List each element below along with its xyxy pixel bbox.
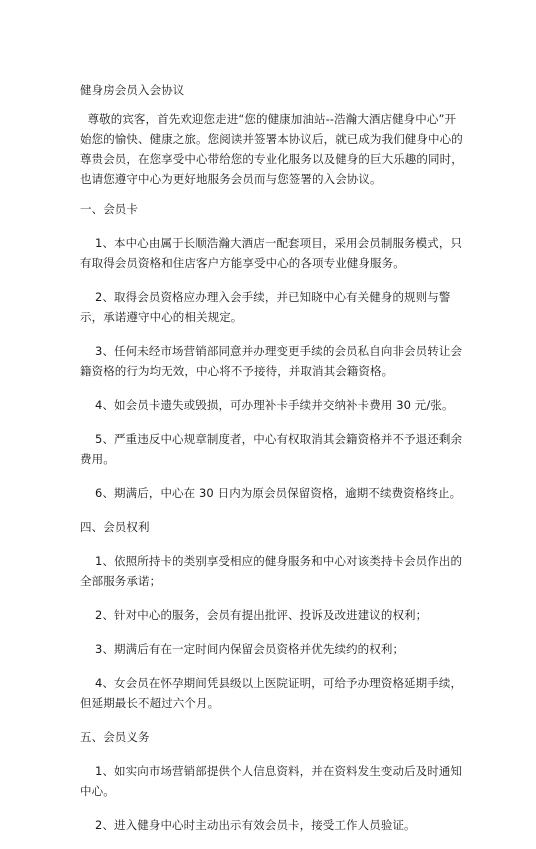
- section-member-obligations: [80, 727, 464, 835]
- list-item: 1、依照所持卡的类别享受相应的健身服务和中心对该类持卡会员作出的全部服务承诺；: [80, 554, 463, 588]
- section-membership-card: [80, 199, 464, 503]
- list-item: 1、如实向市场营销部提供个人信息资料，并在资料发生变动后及时通知中心。: [80, 764, 463, 798]
- list-item: 2、进入健身中心时主动出示有效会员卡，接受工作人员验证。: [80, 818, 416, 832]
- list-item: 1、本中心由属于长顺浩瀚大酒店一配套项目，采用会员制服务模式，只有取得会员资格和住店客户方能享受中心的各项专业健身服务。: [80, 236, 463, 270]
- section-heading: 四、会员权利: [80, 520, 150, 534]
- list-item: 4、女会员在怀孕期间凭县级以上医院证明，可给予办理资格延期手续，但延期最长不超过六个月。: [80, 676, 463, 710]
- list-item: 2、取得会员资格应办理入会手续，并已知晓中心有关健身的规则与警示，承诺遵守中心的相关规定。: [80, 290, 451, 324]
- list-item: 3、期满后有在一定时间内保留会员资格并优先续约的权利；: [80, 642, 405, 656]
- section-member-rights: [80, 517, 464, 713]
- section-heading: 五、会员义务: [80, 730, 150, 744]
- list-item: 2、针对中心的服务，会员有提出批评、投诉及改进建议的权利；: [80, 608, 428, 622]
- section-heading: 一、会员卡: [80, 202, 138, 216]
- document-title: 健身房会员入会协议: [80, 83, 185, 97]
- list-item: 5、严重违反中心规章制度者，中心有权取消其会籍资格并不予退还剩余费用。: [80, 432, 463, 466]
- document-page: [80, 80, 464, 849]
- list-item: 6、期满后，中心在 30 日内为原会员保留资格，逾期不续费资格终止。: [80, 486, 462, 500]
- list-item: 3、任何未经市场营销部同意并办理变更手续的会员私自向非会员转让会籍资格的行为均无效，中心将不予接待，并取消其会籍资格。: [80, 344, 463, 378]
- list-item: 4、如会员卡遗失或毁损，可办理补卡手续并交纳补卡费用 30 元/张。: [80, 398, 454, 412]
- intro-paragraph: 尊敬的宾客，首先欢迎您走进“您的健康加油站--浩瀚大酒店健身中心”开始您的愉快、健康之旅。您阅读并签署本协议后，就已成为我们健身中心的尊贵会员，在您享受中心带给您的专业化服务以及健身的巨大乐趣的同时，也请您遵守中心为更好地服务会员而与您签署的入会协议。: [80, 112, 463, 186]
